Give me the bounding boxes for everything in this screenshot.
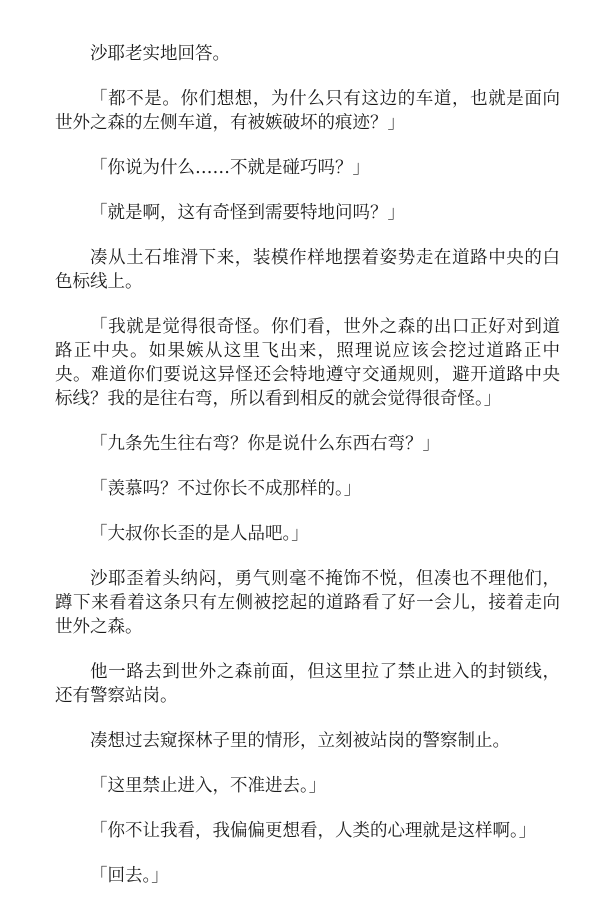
paragraph-3: 「你说为什么……不就是碰巧吗？」 xyxy=(90,158,370,178)
paragraph-15: 「回去。」 xyxy=(90,866,169,886)
paragraph-14: 「你不让我看，我偏偏更想看，人类的心理就是这样啊。」 xyxy=(90,821,537,841)
paragraph-11: 他一路去到世外之森前面，但这里拉了禁止进入的封锁线，还有警察站岗。 xyxy=(55,662,560,706)
novel-text xyxy=(55,42,560,909)
paragraph-1: 沙耶老实地回答。 xyxy=(90,44,230,64)
paragraph-8: 「羡慕吗？不过你长不成那样的。」 xyxy=(90,479,362,499)
paragraph-5: 凑从土石堆滑下来，装模作样地摆着姿势走在道路中央的白色标线上。 xyxy=(55,248,560,292)
paragraph-2: 「都不是。你们想想，为什么只有这边的车道，也就是面向世外之森的左侧车道，有被嫉破坏的痕迹？」 xyxy=(55,89,560,133)
paragraph-7: 「九条先生往右弯？你是说什么东西右弯？」 xyxy=(90,434,440,454)
paragraph-4: 「就是啊，这有奇怪到需要特地问吗？」 xyxy=(90,203,405,223)
paragraph-12: 凑想过去窥探林子里的情形，立刻被站岗的警察制止。 xyxy=(90,731,510,751)
paragraph-6: 「我就是觉得很奇怪。你们看，世外之森的出口正好对到道路正中央。如果嫉从这里飞出来，照理说应该会挖过道路正中央。难道你们要说这异怪还会特地遵守交通规则，避开道路中央标线？我的是往右弯，所以看到相反的就会觉得很奇怪。」 xyxy=(55,317,560,409)
paragraph-9: 「大叔你长歪的是人品吧。」 xyxy=(90,524,309,544)
paragraph-13: 「这里禁止进入，不准进去。」 xyxy=(90,776,327,796)
paragraph-10: 沙耶歪着头纳闷，勇气则毫不掩饰不悦，但凑也不理他们，蹲下来看着这条只有左侧被挖起的道路看了好一会儿，接着走向世外之森。 xyxy=(55,569,560,637)
